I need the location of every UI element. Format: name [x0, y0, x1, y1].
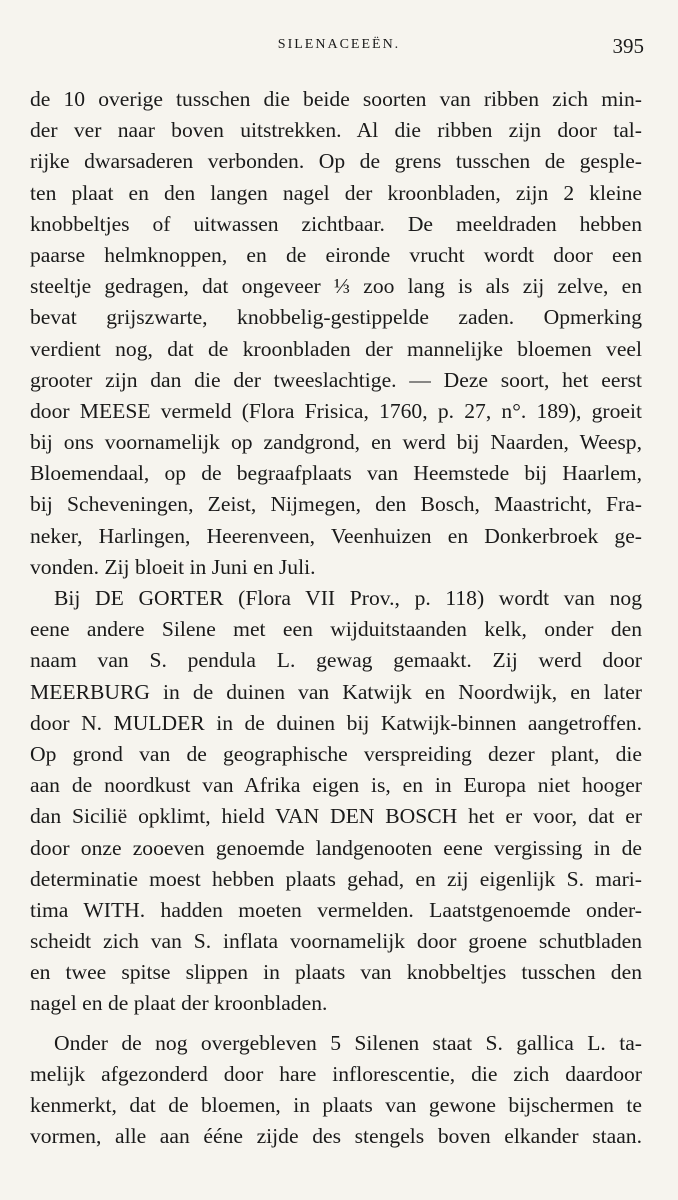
text-line: rijke dwarsaderen verbonden. Op de grens tusschen de gesple-	[30, 149, 642, 174]
text-line: dan Sicilië opklimt, hield VAN DEN BOSCH het er voor, dat er	[30, 804, 642, 829]
text-line: kenmerkt, dat de bloemen, in plaats van gewone bijschermen te	[30, 1093, 642, 1117]
text-line: MEERBURG in de duinen van Katwijk en Noordwijk, en later	[30, 679, 642, 704]
text-line: bevat grijszwarte, knobbelig-gestippelde zaden. Opmerking	[30, 305, 642, 330]
running-head	[0, 34, 678, 58]
text-line: tima WITH. hadden moeten vermelden. Laatstgenoemde onder-	[30, 897, 642, 922]
text-line: melijk afgezonderd door hare inflorescentie, die zich daardoor	[30, 1061, 642, 1086]
text-line: bij Scheveningen, Zeist, Nijmegen, den Bosch, Maastricht, Fra-	[30, 492, 642, 517]
body-text	[30, 84, 642, 1152]
text-line: paarse helmknoppen, en de eironde vrucht wordt door een	[30, 242, 642, 267]
text-line: en twee spitse slippen in plaats van knobbeltjes tusschen den	[30, 960, 642, 985]
text-line: vormen, alle aan ééne zijde des stengels boven elkander staan.	[30, 1124, 642, 1149]
paragraph-1	[30, 84, 642, 583]
text-line: grooter zijn dan die der tweeslachtige. — Deze soort, het eerst	[30, 367, 642, 392]
text-line: Bij DE GORTER (Flora VII Prov., p. 118) wordt van nog	[54, 586, 642, 610]
text-line: scheidt zich van S. inflata voornamelijk door groene schutbladen	[30, 929, 642, 954]
text-line: door N. MULDER in de duinen bij Katwijk-binnen aangetroffen.	[30, 710, 642, 735]
text-line: ten plaat en den langen nagel der kroonbladen, zijn 2 kleine	[30, 180, 642, 205]
text-line: knobbeltjes of uitwassen zichtbaar. De meeldraden hebben	[30, 211, 642, 236]
text-line: Bloemendaal, op de begraafplaats van Heemstede bij Haarlem,	[30, 461, 642, 486]
text-line: naam van S. pendula L. gewag gemaakt. Zij werd door	[30, 648, 642, 673]
text-line: door onze zooeven genoemde landgenooten eene vergissing in de	[30, 835, 642, 860]
text-line: Onder de nog overgebleven 5 Silenen staat S. gallica L. ta-	[54, 1030, 642, 1055]
text-line: determinatie moest hebben plaats gehad, en zij eigenlijk S. mari-	[30, 866, 642, 891]
paragraph-2	[30, 583, 642, 1020]
text-line: steeltje gedragen, dat ongeveer ⅓ zoo lang is als zij zelve, en	[30, 274, 642, 299]
text-line: door MEESE vermeld (Flora Frisica, 1760, p. 27, n°. 189), groeit	[30, 398, 642, 423]
text-line: aan de noordkust van Afrika eigen is, en in Europa niet hooger	[30, 773, 642, 798]
running-head-title: SILENACEEËN.	[277, 37, 401, 52]
text-line: Op grond van de geographische verspreiding dezer plant, die	[30, 741, 642, 766]
text-line: neker, Harlingen, Heerenveen, Veenhuizen en Donkerbroek ge-	[30, 523, 642, 548]
text-line: verdient nog, dat de kroonbladen der mannelijke bloemen veel	[30, 336, 642, 361]
text-line: der ver naar boven uitstrekken. Al die ribben zijn door tal-	[30, 118, 642, 143]
page-number: 395	[612, 34, 644, 58]
paragraph-gap	[30, 1020, 642, 1028]
text-line: eene andere Silene met een wijduitstaanden kelk, onder den	[30, 617, 642, 642]
text-line: vonden. Zij bloeit in Juni en Juli.	[30, 554, 316, 579]
paragraph-3	[30, 1028, 642, 1153]
text-line: nagel en de plaat der kroonbladen.	[30, 991, 328, 1016]
text-line: bij ons voornamelijk op zandgrond, en werd bij Naarden, Weesp,	[30, 430, 642, 455]
text-line: de 10 overige tusschen die beide soorten van ribben zich min-	[30, 87, 642, 111]
